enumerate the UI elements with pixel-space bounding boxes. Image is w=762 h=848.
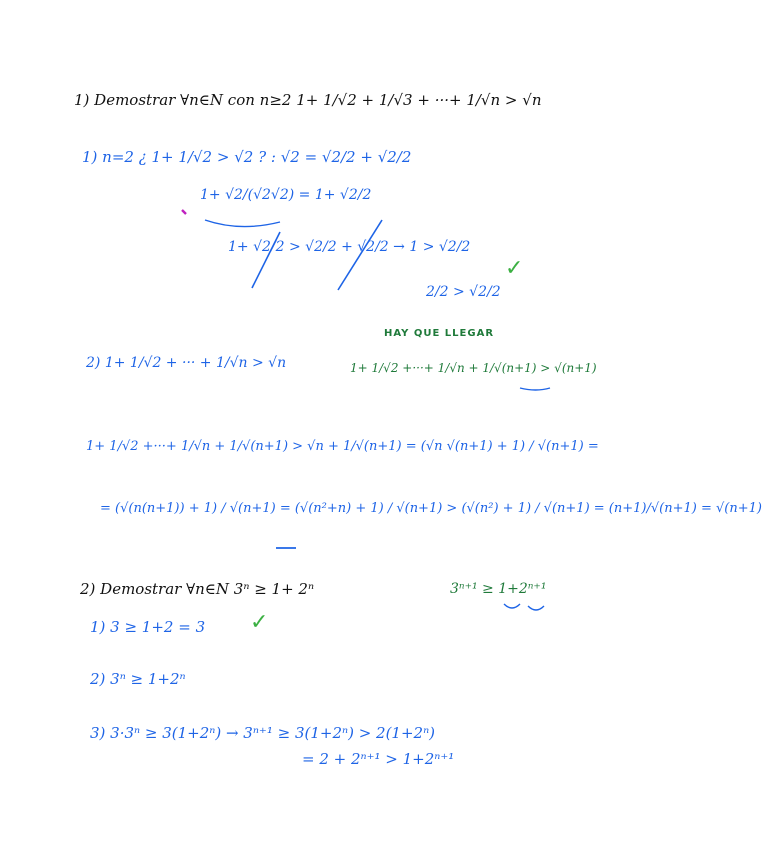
problem-2-hypothesis: 2) 3ⁿ ≥ 1+2ⁿ — [90, 670, 186, 688]
problem-2-base-case: 1) 3 ≥ 1+2 = 3 — [90, 618, 206, 636]
inductive-hypothesis: 2) 1+ 1/√2 + ··· + 1/√n > √n — [86, 355, 287, 371]
magenta-tick-mark — [182, 210, 186, 214]
inductive-step-line-1: 1+ 1/√2 +···+ 1/√n + 1/√(n+1) > √n + 1/√(n+1) = (√n √(n+1) + 1) / √(n+1) = — [86, 439, 599, 454]
cancel-stroke — [338, 220, 382, 290]
comparison-line: 1+ √2/2 > √2/2 + √2/2 → 1 > √2/2 — [228, 239, 471, 255]
check-icon: ✓ — [250, 610, 269, 635]
underline-stroke — [520, 388, 550, 390]
problem-2-goal: 3ⁿ⁺¹ ≥ 1+2ⁿ⁺¹ — [450, 581, 547, 597]
problem-2-step-3-continued: = 2 + 2ⁿ⁺¹ > 1+2ⁿ⁺¹ — [302, 750, 455, 768]
underline-arc — [504, 604, 520, 608]
inductive-step-line-2: = (√(n(n+1)) + 1) / √(n+1) = (√(n²+n) + 1) / √(n+1) > (√(n²) + 1) / √(n+1) = (n+1)/√(n+1) = √(n+1) — [100, 501, 762, 516]
hay-que-llegar-label: HAY QUE LLEGAR — [384, 328, 495, 339]
problem-2-statement: 2) Demostrar ∀n∈N 3ⁿ ≥ 1+ 2ⁿ — [80, 580, 315, 598]
base-case-line: 1) n=2 ¿ 1+ 1/√2 > √2 ? : √2 = √2/2 + √2/2 — [82, 148, 412, 166]
problem-2-step-3: 3) 3·3ⁿ ≥ 3(1+2ⁿ) → 3ⁿ⁺¹ ≥ 3(1+2ⁿ) > 2(1+2ⁿ) — [90, 724, 436, 742]
final-comparison-line: 2/2 > √2/2 — [426, 284, 501, 300]
underline-stroke — [205, 220, 280, 227]
underline-arc — [528, 606, 544, 610]
simplification-line: 1+ √2/(√2√2) = 1+ √2/2 — [200, 187, 372, 203]
inductive-goal: 1+ 1/√2 +···+ 1/√n + 1/√(n+1) > √(n+1) — [350, 361, 597, 375]
problem-1-statement: 1) Demostrar ∀n∈N con n≥2 1+ 1/√2 + 1/√3 + ···+ 1/√n > √n — [74, 91, 542, 109]
check-icon: ✓ — [505, 256, 524, 281]
cancel-stroke — [252, 232, 280, 288]
